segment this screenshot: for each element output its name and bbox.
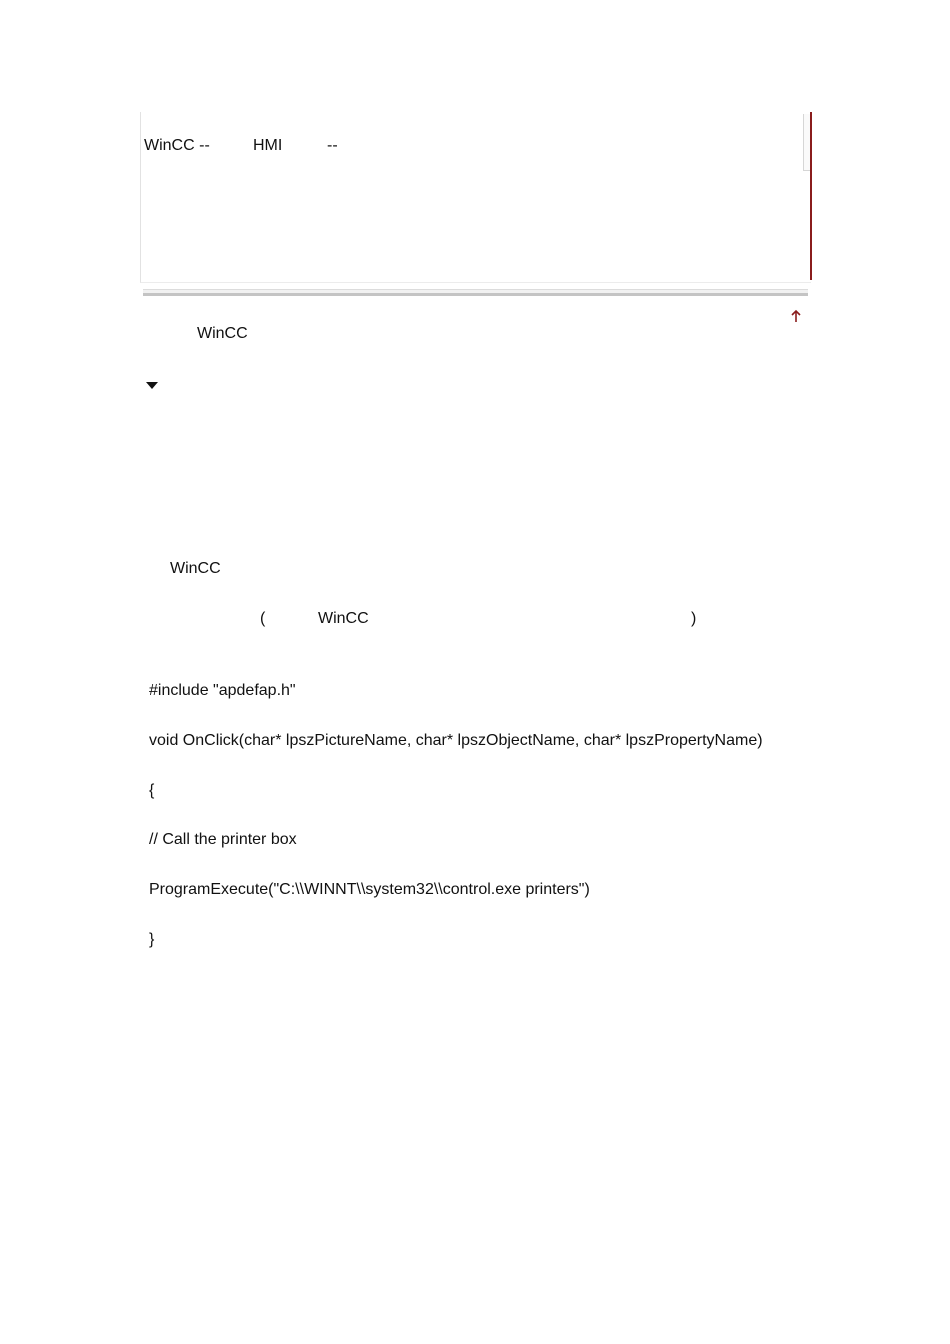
header-brand: WinCC -- xyxy=(144,137,210,154)
header-section: HMI xyxy=(253,137,283,154)
code-line: // Call the printer box xyxy=(149,831,297,848)
up-arrow-icon[interactable] xyxy=(790,309,802,323)
triangle-down-icon[interactable] xyxy=(146,382,158,389)
frame-border xyxy=(810,112,812,280)
header-separator: -- xyxy=(327,137,338,154)
note-close-paren: ) xyxy=(691,610,697,627)
code-line: ProgramExecute("C:\\WINNT\\system32\\control.exe printers") xyxy=(149,881,590,898)
note-open-paren: ( xyxy=(260,610,266,627)
code-line: { xyxy=(149,782,155,799)
article-title: WinCC xyxy=(197,325,248,342)
code-line: } xyxy=(149,931,155,948)
code-line: void OnClick(char* lpszPictureName, char* lpszObjectName, char* lpszPropertyName) xyxy=(149,732,763,749)
header-frame xyxy=(140,112,811,283)
note-product: WinCC xyxy=(318,610,369,627)
section-divider xyxy=(143,289,808,296)
code-line: #include "apdefap.h" xyxy=(149,682,296,699)
body-product-text: WinCC xyxy=(170,560,221,577)
frame-scrollbar[interactable] xyxy=(803,114,810,171)
